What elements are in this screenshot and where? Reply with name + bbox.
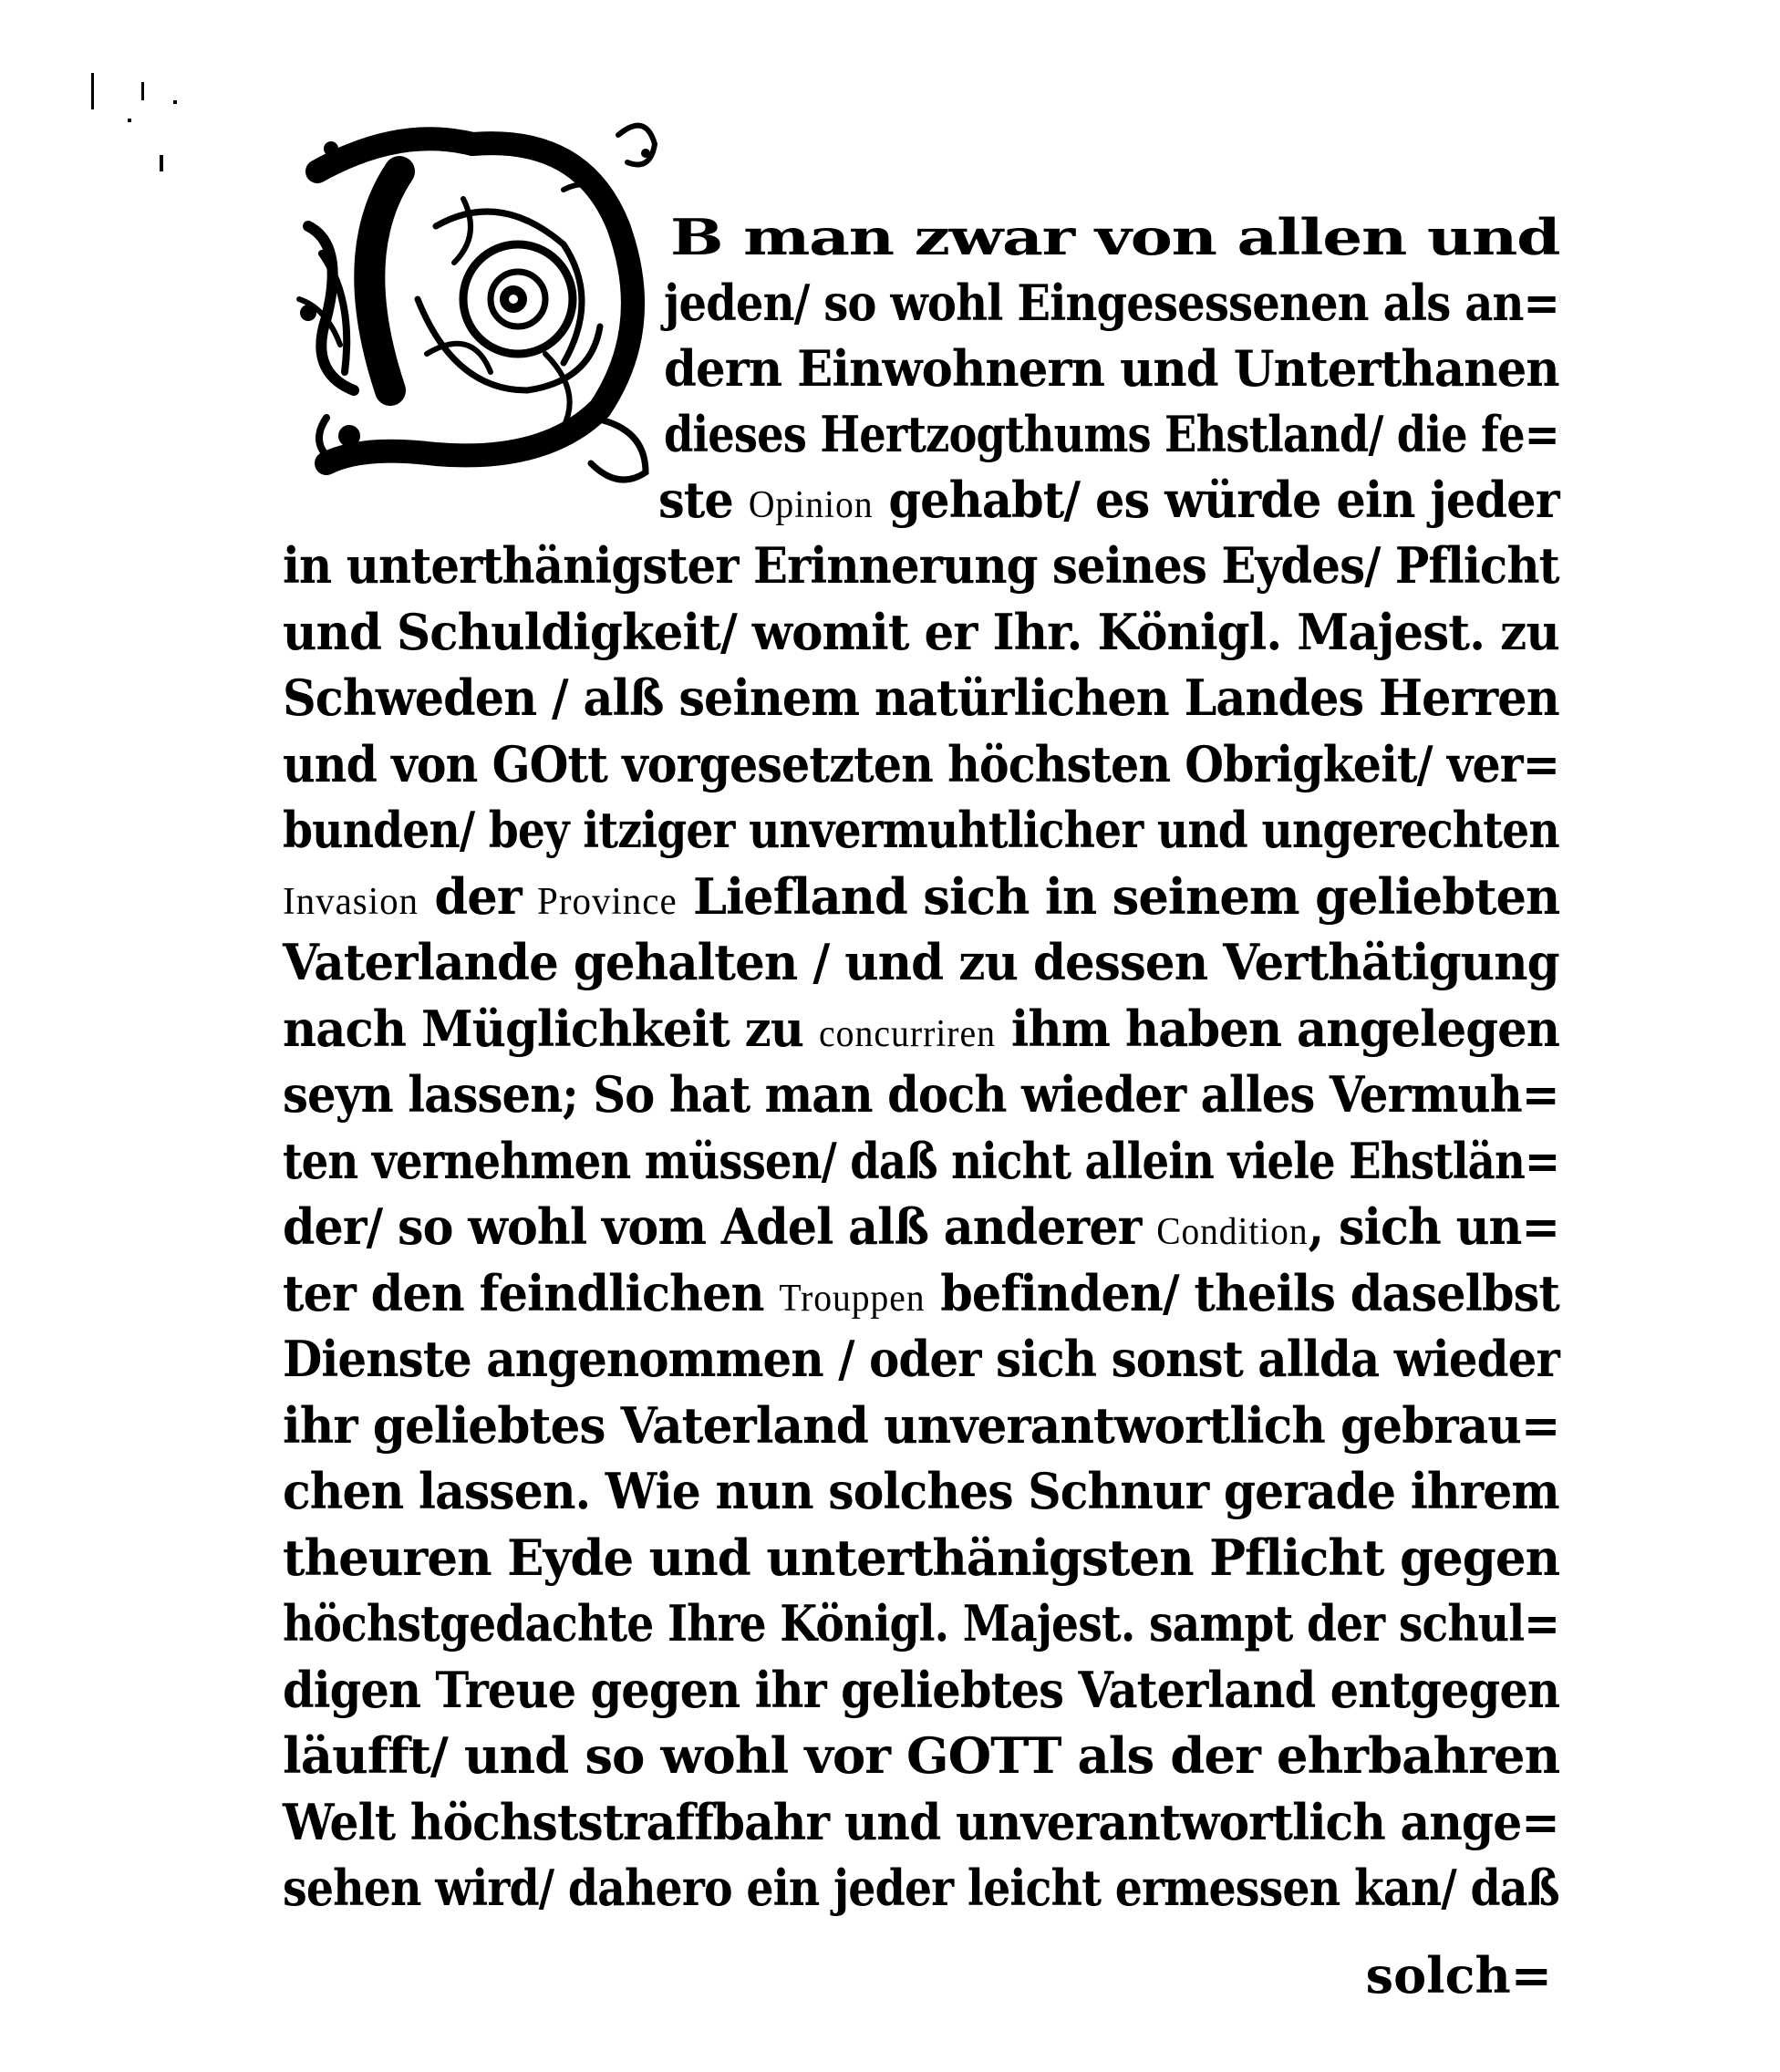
text-segment: Welt höchststraffbahr und unverantwortlich ange= (283, 1793, 1559, 1851)
text-segment: Schweden / alß seinem natürlichen Landes Herren (283, 668, 1559, 727)
text-line (283, 1062, 1559, 1127)
text-segment: Liefland sich in seinem geliebten (677, 867, 1560, 926)
text-line (283, 1260, 1559, 1331)
text-line (664, 401, 1559, 467)
latin-word: Condition (1156, 1211, 1309, 1253)
text-segment: dieses Hertzogthums Ehstland/ die fe= (664, 405, 1559, 463)
text-segment: ter den feindlichen (283, 1264, 780, 1322)
text-line (283, 731, 1559, 797)
text-segment: dern Einwohnern und Unterthanen (664, 339, 1559, 398)
text-segment: befinden/ theils daselbst (925, 1264, 1559, 1322)
text-line (283, 1128, 1559, 1194)
text-line (283, 864, 1559, 935)
margin-marks (91, 55, 201, 182)
text-segment: läufft/ und so wohl vor GOTT als der ehrbahren (283, 1726, 1560, 1785)
latin-word: Trouppen (779, 1278, 926, 1320)
text-segment: ten vernehmen müssen/ daß nicht allein viele Ehstlän= (283, 1132, 1560, 1190)
text-segment: der/ so wohl vom Adel alß anderer (283, 1197, 1157, 1256)
text-segment: sehen wird/ dahero ein jeder leicht ermessen kan/ daß (283, 1859, 1559, 1917)
text-segment: höchstgedachte Ihre Königl. Majest. sampt der schul= (283, 1594, 1559, 1652)
text-line (283, 929, 1559, 995)
text-segment: gehabt/ es würde ein jeder (873, 471, 1559, 529)
text-line (283, 1723, 1559, 1788)
text-segment: bunden/ bey itziger unvermuhtlicher und ungerechten (283, 801, 1559, 859)
text-line (283, 1458, 1559, 1524)
text-segment: seyn lassen; So hat man doch wieder alles Vermuh= (283, 1065, 1559, 1124)
text-line (283, 1393, 1559, 1458)
text-line (283, 1326, 1559, 1392)
text-line (283, 797, 1559, 863)
text-segment: digen Treue gegen ihr geliebtes Vaterland entgegen (283, 1661, 1560, 1719)
text-segment: theuren Eyde und unterthänigsten Pflicht gegen (283, 1528, 1560, 1587)
latin-word: Invasion (283, 881, 419, 923)
text-segment: Vaterlande gehalten / und zu dessen Verthätigung (283, 933, 1559, 991)
text-segment: und von GOtt vorgesetzten höchsten Obrigkeit/ ver= (283, 735, 1559, 793)
latin-word: concurriren (818, 1013, 997, 1055)
text-line (283, 1194, 1559, 1265)
text-segment: Dienste angenommen / oder sich sonst allda wieder (283, 1330, 1559, 1388)
catchword: solch= (1365, 1946, 1552, 2005)
text-segment: chen lassen. Wie nun solches Schnur gerade ihrem (283, 1462, 1559, 1520)
text-line (283, 533, 1559, 598)
latin-word: Opinion (748, 484, 874, 526)
text-segment: ihr geliebtes Vaterland unverantwortlich gebrau= (283, 1396, 1560, 1455)
latin-word: Province (537, 881, 678, 923)
text-segment: in unterthänigster Erinnerung seines Eydes/ Pflicht (283, 536, 1559, 595)
text-line (664, 336, 1559, 401)
text-segment: der (419, 867, 538, 926)
text-line (664, 270, 1559, 336)
decorated-initial-d-icon (290, 117, 682, 491)
text-segment: , sich un= (1308, 1197, 1560, 1256)
text-line (283, 665, 1559, 730)
text-segment: ste (658, 471, 749, 529)
text-segment: jeden/ so wohl Eingesessenen als an= (664, 274, 1559, 332)
text-segment: nach Müglichkeit zu (283, 1000, 819, 1058)
text-segment: ihm haben angelegen (996, 1000, 1560, 1058)
text-line (283, 1789, 1559, 1855)
text-line (283, 1855, 1559, 1921)
text-segment: B man zwar von allen und (670, 208, 1560, 266)
text-line (283, 996, 1559, 1067)
text-segment: und Schuldigkeit/ womit er Ihr. Königl. Majest. zu (283, 603, 1559, 661)
text-line (283, 599, 1559, 665)
text-line (670, 204, 1559, 270)
text-line (283, 1657, 1559, 1723)
text-line (283, 1525, 1559, 1590)
text-line (283, 1590, 1559, 1656)
text-line (658, 467, 1559, 538)
